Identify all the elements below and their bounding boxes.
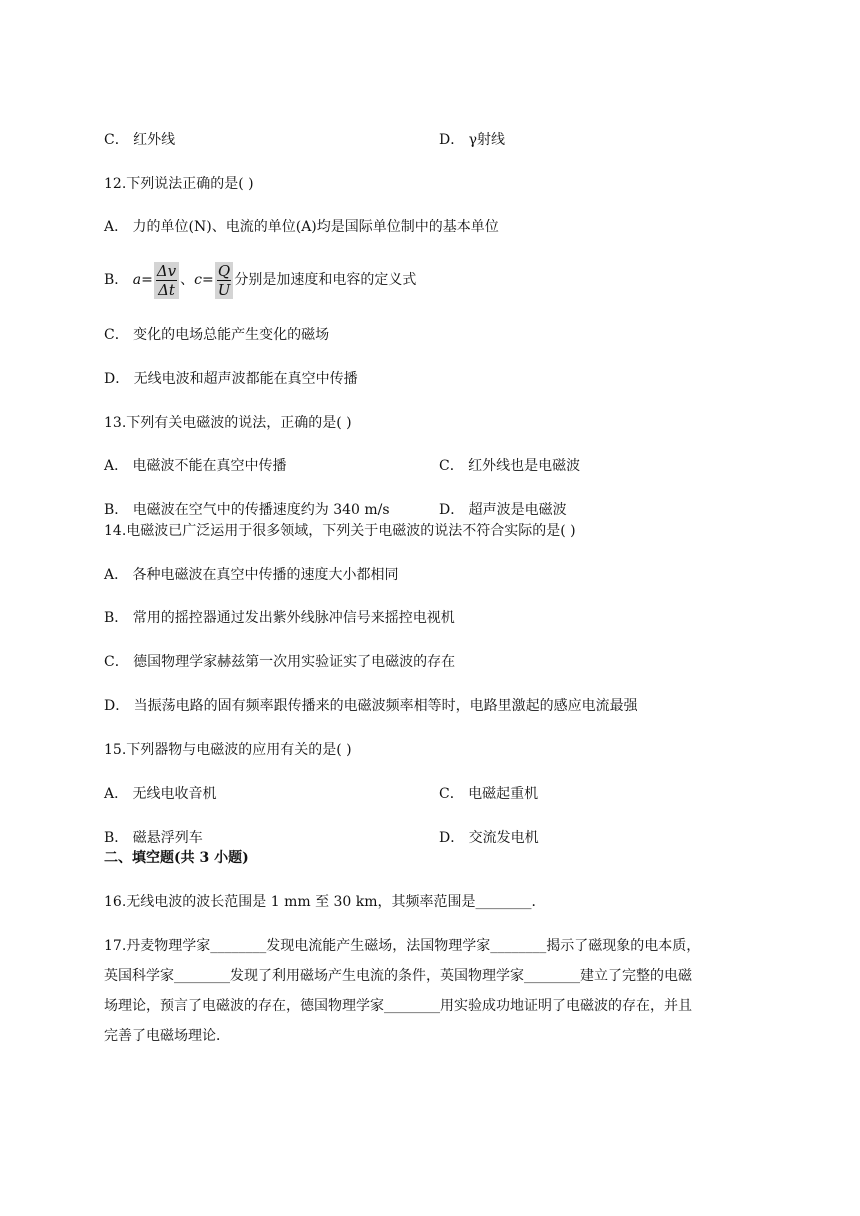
q15-option-b: B． 磁悬浮列车: [104, 830, 203, 846]
q11-option-c: C． 红外线: [104, 132, 176, 148]
q12-stem: 12.下列说法正确的是( ): [104, 176, 254, 192]
q13-option-c: C． 红外线也是电磁波: [439, 458, 581, 474]
q15-option-c: C． 电磁起重机: [439, 786, 539, 802]
formula-c-var: c: [194, 272, 202, 288]
q13-stem: 13.下列有关电磁波的说法，正确的是( ): [104, 415, 352, 431]
section-heading-fill-in: 二、填空题(共 3 小题): [104, 850, 249, 866]
formula-a-denominator: Δt: [158, 280, 175, 299]
formula-a-var: a: [132, 272, 142, 288]
formula-c-fraction: [215, 262, 234, 299]
q14-option-c: C． 德国物理学家赫兹第一次用实验证实了电磁波的存在: [104, 654, 456, 670]
q14-option-b: B． 常用的摇控器通过发出紫外线脉冲信号来摇控电视机: [104, 610, 455, 626]
q17-line-1: 17.丹麦物理学家________发现电流能产生磁场，法国物理学家________揭示了磁现象的电本质，: [104, 938, 701, 954]
q12-option-c: C． 变化的电场总能产生变化的磁场: [104, 327, 330, 343]
q12-option-a: A． 力的单位(N)、电流的单位(A)均是国际单位制中的基本单位: [104, 219, 499, 235]
formula-a-fraction: [154, 262, 179, 299]
q14-option-d: D． 当振荡电路的固有频率跟传播来的电磁波频率相等时，电路里激起的感应电流最强: [104, 698, 638, 714]
q13-option-d: D． 超声波是电磁波: [439, 502, 567, 518]
q14-stem: 14.电磁波已广泛运用于很多领域，下列关于电磁波的说法不符合实际的是( ): [104, 523, 576, 539]
q11-option-d: D． γ射线: [439, 132, 506, 148]
formula-a-eq: =: [141, 272, 153, 288]
formula-c-numerator: Q: [217, 261, 231, 280]
q17-line-2: 英国科学家________发现了利用磁场产生电流的条件，英国物理学家________建立了完整的电磁: [104, 968, 692, 984]
q16-text: 16.无线电波的波长范围是 1 mm 至 30 km，其频率范围是________．: [104, 894, 546, 910]
q12-option-b-text: 分别是加速度和电容的定义式: [234, 272, 417, 288]
capacitance-formula: [194, 258, 234, 302]
q13-option-b: B． 电磁波在空气中的传播速度约为 340 m/s: [104, 502, 390, 518]
q14-option-a: A． 各种电磁波在真空中传播的速度大小都相同: [104, 567, 399, 583]
q12-option-d: D． 无线电波和超声波都能在真空中传播: [104, 371, 358, 387]
q12-option-b-label: B．: [104, 272, 129, 288]
q15-option-d: D． 交流发电机: [439, 830, 539, 846]
formula-c-denominator: U: [217, 280, 231, 299]
q13-option-a: A． 电磁波不能在真空中传播: [104, 458, 287, 474]
formula-a-numerator: Δv: [156, 261, 177, 280]
q17-line-4: 完善了电磁场理论．: [104, 1028, 230, 1044]
q15-option-a: A． 无线电收音机: [104, 786, 217, 802]
q12-option-b: [104, 258, 416, 302]
formula-separator: 、: [180, 272, 195, 288]
q17-line-3: 场理论，预言了电磁波的存在，德国物理学家________用实验成功地证明了电磁波的存在，并且: [104, 998, 692, 1014]
q15-stem: 15.下列器物与电磁波的应用有关的是( ): [104, 742, 352, 758]
formula-c-eq: =: [202, 272, 214, 288]
acceleration-formula: [133, 258, 180, 302]
